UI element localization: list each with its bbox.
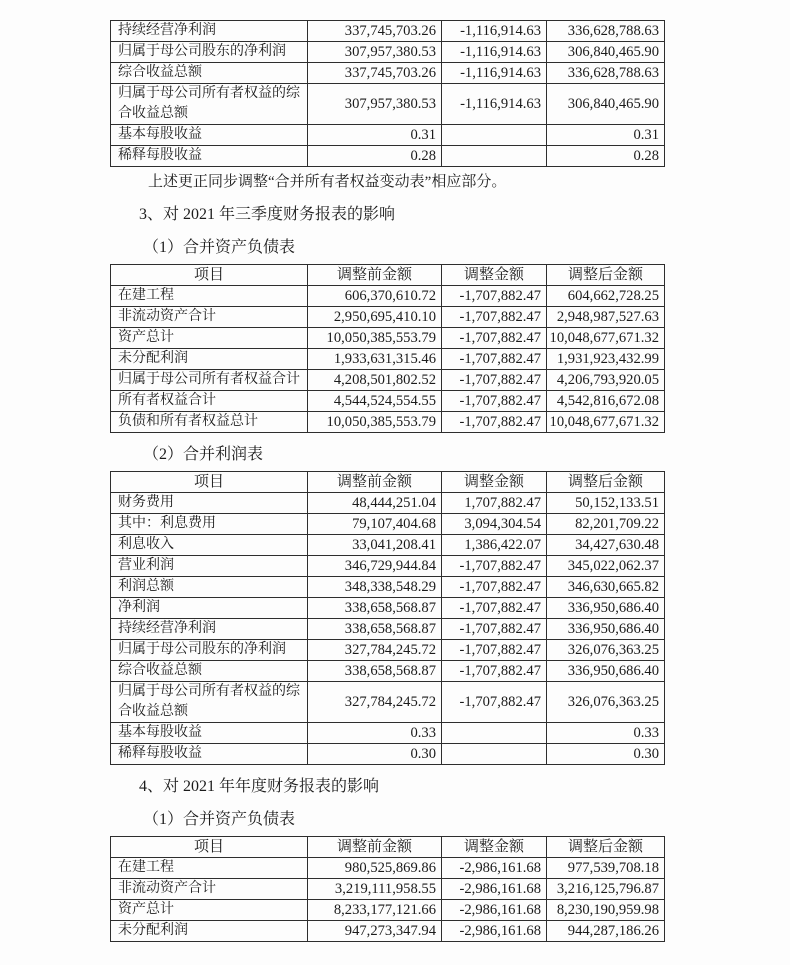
table-row [111, 921, 665, 942]
value-cell [442, 125, 547, 146]
row-label-cell: 归属于母公司所有者权益的综合收益总额 [111, 682, 308, 723]
column-header: 调整前金额 [308, 837, 442, 858]
table-row [111, 125, 665, 146]
row-label-cell: 资产总计 [111, 900, 308, 921]
row-label-cell: 所有者权益合计 [111, 391, 308, 412]
row-label-cell: 综合收益总额 [111, 661, 308, 682]
value-cell: 307,957,380.53 [308, 42, 442, 63]
column-header: 调整金额 [442, 472, 547, 493]
value-cell: 604,662,728.25 [547, 286, 665, 307]
value-cell [442, 146, 547, 167]
column-header: 调整后金额 [547, 265, 665, 286]
value-cell: 8,230,190,959.98 [547, 900, 665, 921]
annual-balance-sheet-table [110, 836, 665, 942]
row-label-cell: 基本每股收益 [111, 125, 308, 146]
value-cell: 82,201,709.22 [547, 514, 665, 535]
q3-balance-sheet-table [110, 264, 665, 433]
row-label-cell: 在建工程 [111, 858, 308, 879]
table-row [111, 556, 665, 577]
row-label-cell: 基本每股收益 [111, 723, 308, 744]
row-label-cell: 未分配利润 [111, 349, 308, 370]
row-label-cell: 稀释每股收益 [111, 744, 308, 765]
row-label-cell: 归属于母公司股东的净利润 [111, 640, 308, 661]
value-cell: -1,116,914.63 [442, 21, 547, 42]
value-cell: 336,628,788.63 [547, 63, 665, 84]
value-cell: 338,658,568.87 [308, 619, 442, 640]
value-cell: 34,427,630.48 [547, 535, 665, 556]
value-cell: -1,707,882.47 [442, 577, 547, 598]
section-4-heading: 4、对 2021 年年度财务报表的影响 [139, 778, 380, 795]
value-cell: 327,784,245.72 [308, 682, 442, 723]
row-label-cell: 稀释每股收益 [111, 146, 308, 167]
table-row [111, 349, 665, 370]
section-4-sub1-heading: （1）合并资产负债表 [143, 811, 296, 828]
value-cell: 345,022,062.37 [547, 556, 665, 577]
value-cell: 348,338,548.29 [308, 577, 442, 598]
column-header: 调整后金额 [547, 472, 665, 493]
value-cell: -2,986,161.68 [442, 900, 547, 921]
value-cell: 0.30 [547, 744, 665, 765]
value-cell [442, 744, 547, 765]
value-cell: 1,931,923,432.99 [547, 349, 665, 370]
value-cell: -1,707,882.47 [442, 598, 547, 619]
row-label-cell: 归属于母公司所有者权益合计 [111, 370, 308, 391]
table-row [111, 598, 665, 619]
table-row [111, 370, 665, 391]
value-cell: -1,707,882.47 [442, 370, 547, 391]
value-cell: -1,707,882.47 [442, 349, 547, 370]
table-row [111, 63, 665, 84]
value-cell: -1,116,914.63 [442, 42, 547, 63]
row-label-cell: 利息收入 [111, 535, 308, 556]
value-cell: 947,273,347.94 [308, 921, 442, 942]
value-cell: -1,707,882.47 [442, 640, 547, 661]
table-row [111, 640, 665, 661]
value-cell: 977,539,708.18 [547, 858, 665, 879]
value-cell: -2,986,161.68 [442, 879, 547, 900]
table-header-row [111, 472, 665, 493]
value-cell: -2,986,161.68 [442, 858, 547, 879]
row-label-cell: 归属于母公司股东的净利润 [111, 42, 308, 63]
row-label-cell: 非流动资产合计 [111, 879, 308, 900]
value-cell: 1,707,882.47 [442, 493, 547, 514]
column-header: 调整前金额 [308, 265, 442, 286]
value-cell: 3,216,125,796.87 [547, 879, 665, 900]
row-label-cell: 持续经营净利润 [111, 619, 308, 640]
value-cell: 346,729,944.84 [308, 556, 442, 577]
value-cell: 336,950,686.40 [547, 661, 665, 682]
section-3-heading: 3、对 2021 年三季度财务报表的影响 [139, 206, 396, 223]
value-cell: 79,107,404.68 [308, 514, 442, 535]
row-label-cell: 非流动资产合计 [111, 307, 308, 328]
value-cell: 4,208,501,802.52 [308, 370, 442, 391]
value-cell: 0.28 [547, 146, 665, 167]
table-row [111, 307, 665, 328]
row-label-cell: 资产总计 [111, 328, 308, 349]
value-cell: 0.33 [547, 723, 665, 744]
row-label-cell: 其中：利息费用 [111, 514, 308, 535]
value-cell: 327,784,245.72 [308, 640, 442, 661]
value-cell: 4,206,793,920.05 [547, 370, 665, 391]
value-cell: 0.31 [547, 125, 665, 146]
table-header-row [111, 265, 665, 286]
table-row [111, 619, 665, 640]
value-cell: -1,707,882.47 [442, 556, 547, 577]
value-cell: -1,707,882.47 [442, 661, 547, 682]
table-row [111, 577, 665, 598]
value-cell: 0.30 [308, 744, 442, 765]
note-paragraph: 上述更正同步调整“合并所有者权益变动表”相应部分。 [148, 174, 507, 190]
row-label-cell: 负债和所有者权益总计 [111, 412, 308, 433]
value-cell: -1,116,914.63 [442, 63, 547, 84]
value-cell: 10,048,677,671.32 [547, 412, 665, 433]
column-header: 项目 [111, 472, 308, 493]
value-cell: -1,707,882.47 [442, 307, 547, 328]
row-label-cell: 归属于母公司所有者权益的综合收益总额 [111, 84, 308, 125]
row-label-cell: 未分配利润 [111, 921, 308, 942]
table-row [111, 84, 665, 125]
table-row [111, 391, 665, 412]
table-row [111, 879, 665, 900]
value-cell: 0.31 [308, 125, 442, 146]
value-cell: 0.33 [308, 723, 442, 744]
column-header: 调整前金额 [308, 472, 442, 493]
table-row [111, 744, 665, 765]
q3-income-statement-table [110, 471, 665, 765]
table-row [111, 858, 665, 879]
row-label-cell: 综合收益总额 [111, 63, 308, 84]
value-cell: 33,041,208.41 [308, 535, 442, 556]
continued-income-statement-table [110, 20, 665, 167]
value-cell: 306,840,465.90 [547, 42, 665, 63]
value-cell: -2,986,161.68 [442, 921, 547, 942]
value-cell: -1,707,882.47 [442, 286, 547, 307]
table-row [111, 286, 665, 307]
value-cell: 0.28 [308, 146, 442, 167]
table-row [111, 535, 665, 556]
table-row [111, 42, 665, 63]
value-cell: 4,544,524,554.55 [308, 391, 442, 412]
row-label-cell: 在建工程 [111, 286, 308, 307]
value-cell: 338,658,568.87 [308, 598, 442, 619]
column-header: 调整后金额 [547, 837, 665, 858]
value-cell: 337,745,703.26 [308, 63, 442, 84]
column-header: 调整金额 [442, 265, 547, 286]
value-cell: 336,950,686.40 [547, 598, 665, 619]
table-row [111, 682, 665, 723]
value-cell: 3,094,304.54 [442, 514, 547, 535]
value-cell: -1,116,914.63 [442, 84, 547, 125]
value-cell: 326,076,363.25 [547, 640, 665, 661]
value-cell: 10,050,385,553.79 [308, 412, 442, 433]
value-cell: 336,628,788.63 [547, 21, 665, 42]
value-cell: -1,707,882.47 [442, 391, 547, 412]
value-cell: 10,050,385,553.79 [308, 328, 442, 349]
section-3-sub1-heading: （1）合并资产负债表 [143, 239, 296, 256]
value-cell: 48,444,251.04 [308, 493, 442, 514]
table-row [111, 328, 665, 349]
column-header: 调整金额 [442, 837, 547, 858]
value-cell: 337,745,703.26 [308, 21, 442, 42]
value-cell: 3,219,111,958.55 [308, 879, 442, 900]
value-cell: 336,950,686.40 [547, 619, 665, 640]
table-row [111, 900, 665, 921]
value-cell [442, 723, 547, 744]
column-header: 项目 [111, 265, 308, 286]
column-header: 项目 [111, 837, 308, 858]
value-cell: 50,152,133.51 [547, 493, 665, 514]
value-cell: 307,957,380.53 [308, 84, 442, 125]
value-cell: -1,707,882.47 [442, 412, 547, 433]
table-row [111, 514, 665, 535]
value-cell: -1,707,882.47 [442, 682, 547, 723]
value-cell: 10,048,677,671.32 [547, 328, 665, 349]
table-row [111, 146, 665, 167]
row-label-cell: 持续经营净利润 [111, 21, 308, 42]
table-row [111, 493, 665, 514]
value-cell: 1,386,422.07 [442, 535, 547, 556]
value-cell: 2,950,695,410.10 [308, 307, 442, 328]
section-3-sub2-heading: （2）合并利润表 [143, 446, 264, 463]
value-cell: 346,630,665.82 [547, 577, 665, 598]
value-cell: -1,707,882.47 [442, 328, 547, 349]
table-row [111, 723, 665, 744]
value-cell: 980,525,869.86 [308, 858, 442, 879]
value-cell: 326,076,363.25 [547, 682, 665, 723]
value-cell: 338,658,568.87 [308, 661, 442, 682]
table-row [111, 412, 665, 433]
table-row [111, 661, 665, 682]
value-cell: 606,370,610.72 [308, 286, 442, 307]
value-cell: 4,542,816,672.08 [547, 391, 665, 412]
value-cell: -1,707,882.47 [442, 619, 547, 640]
row-label-cell: 净利润 [111, 598, 308, 619]
value-cell: 8,233,177,121.66 [308, 900, 442, 921]
value-cell: 944,287,186.26 [547, 921, 665, 942]
value-cell: 1,933,631,315.46 [308, 349, 442, 370]
table-header-row [111, 837, 665, 858]
value-cell: 2,948,987,527.63 [547, 307, 665, 328]
value-cell: 306,840,465.90 [547, 84, 665, 125]
row-label-cell: 利润总额 [111, 577, 308, 598]
row-label-cell: 财务费用 [111, 493, 308, 514]
row-label-cell: 营业利润 [111, 556, 308, 577]
table-row [111, 21, 665, 42]
